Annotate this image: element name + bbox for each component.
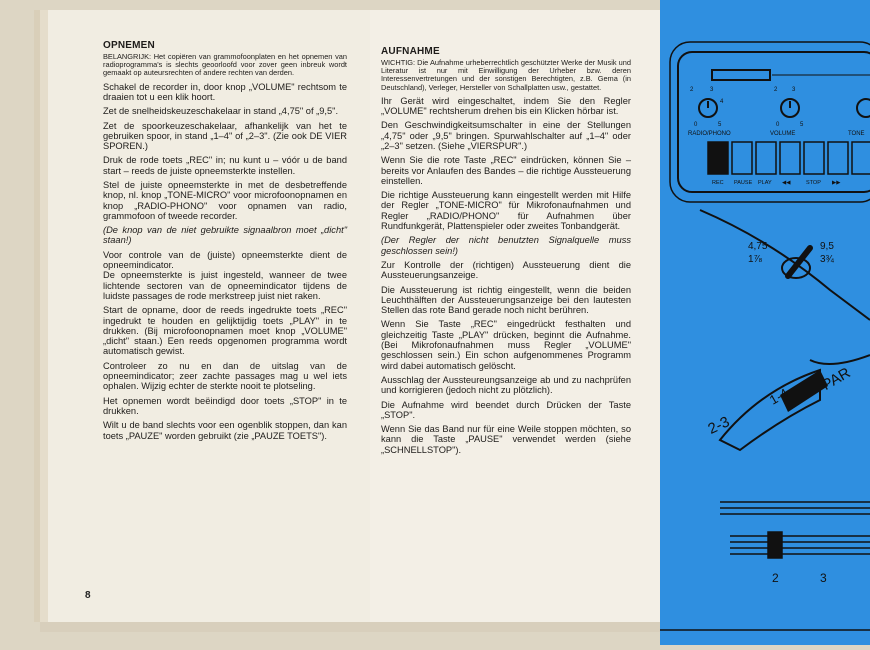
- instruction-paragraph: Zet de spoorkeuzeschakelaar, afhankelijk van het te gebruiken spoor, in stand „1–4" of „2–3". (Zie ook DE VIER SPOREN.): [103, 120, 347, 152]
- button-label-rec: REC: [712, 180, 724, 186]
- german-column: [381, 46, 631, 455]
- track-label-1-4: 1-4: [766, 385, 791, 408]
- speed-selector-knob: [782, 248, 810, 278]
- instruction-paragraph: Ihr Gerät wird eingeschaltet, indem Sie den Regler „VOLUME" rechtsherum drehen bis ein Klicken hörbar ist.: [381, 95, 631, 117]
- instruction-paragraph: Wilt u de band slechts voor een ogenblik stoppen, dan kan toets „PAUZE" worden gebruikt (zie „PAUZE TOETS").: [103, 420, 347, 441]
- instruction-paragraph: Druk de rode toets „REC" in; nu kunt u – vóór u de band start – reeds de juiste opneemsterkte instellen.: [103, 155, 347, 176]
- instruction-paragraph: (Der Regler der nicht benutzten Signalquelle muss geschlossen sein!): [381, 235, 631, 256]
- instruction-paragraph: Wenn Sie das Band nur für eine Weile stoppen möchten, so kann die Taste „PAUSE" verwendet werden (siehe „SCHNELLSTOP").: [381, 424, 631, 455]
- track-selector: [705, 364, 853, 450]
- recorder-illustration: [660, 0, 870, 645]
- button-label-pause: PAUSE: [734, 180, 753, 186]
- page-edges: [40, 622, 660, 632]
- stop-button: [804, 142, 824, 174]
- knob-label-volume: VOLUME: [770, 131, 796, 137]
- instruction-paragraph: Die richtige Aussteuerung kann eingestellt werden mit Hilfe der Regler „TONE-MICRO" für Mikrofonaufnahmen und Regler „RADIO/PHONO" für Aufnahmen über Rundfunkgerät, Plattenspieler oder zweites Tonbandgerät.: [381, 190, 631, 232]
- instruction-paragraph: Stel de juiste opneemsterkte in met de desbetreffende knop, nl. knop „TONE-MICRO" voor microfoonopnamen en knop „RADIO-PHONO" voor opnamen van radio, grammofoon of tweede recorder.: [103, 179, 347, 221]
- track-number-2: 2: [772, 571, 779, 585]
- track-number-3: 3: [820, 571, 827, 585]
- german-instructions: [381, 96, 631, 455]
- instruction-paragraph: Zet de snelheidskeuzeschakelaar in stand „4,75" of „9,5".: [103, 106, 339, 117]
- dial-mark: 3: [792, 87, 796, 93]
- copyright-notice-german: WICHTIG: Die Aufnahme urheberrechtlich geschützter Werke der Musik und Literatur ist nur mit Einwilligung der Urheber bzw. deren Interessenvertretungen und der sonstigen Berechtigten, z.B. Gema (in Deutschland), Verleger, Hersteller von Schallplatten usw., gestattet.: [381, 58, 631, 92]
- pause-button: [732, 142, 752, 174]
- instruction-paragraph: (De knop van de niet gebruikte signaalbron moet „dicht" staan!): [103, 225, 347, 246]
- instruction-paragraph: Het opnemen wordt beëindigd door toets „STOP" in te drukken.: [103, 395, 347, 416]
- rec-button: [708, 142, 728, 174]
- dutch-instructions: [103, 82, 347, 441]
- instruction-paragraph: Schakel de recorder in, door knop „VOLUME" rechtsom te draaien tot u een klik hoort.: [103, 81, 347, 102]
- knob-label-tone: TONE: [848, 131, 865, 137]
- instruction-paragraph: Voor controle van de (juiste) opneemsterkte dient de opneemindicator. De opneemsterkte is juist ingesteld, wanneer de twee lichtende sectoren van de opneemindicator tijdens de luidste passages de rode merkstreep juist niet raken.: [103, 249, 347, 301]
- button-label-stop: STOP: [806, 180, 821, 186]
- track-label-par: PAR: [819, 364, 854, 394]
- track-label-2-3: 2-3: [705, 413, 733, 438]
- track-head-marker: [768, 532, 782, 558]
- instruction-paragraph: Wenn Sie die rote Taste „REC" eindrücken, können Sie – bereits vor Anlaufen des Bandes – die richtige Aussteuerung einstellen.: [381, 155, 631, 186]
- button-label-forward: ▶▶: [832, 180, 841, 186]
- dial-mark: 0: [776, 122, 780, 128]
- instruction-paragraph: Wenn Sie Taste „REC" eingedrückt festhalten und gleichzeitig Taste „PLAY" drücken, beginnt die Aufnahme. (Bei Mikrofonaufnahmen muss Regler „VOLUME" geschlossen sein.) Ein schon aufgenommenes Programm wird dabei automatisch gelöscht.: [381, 319, 631, 371]
- instruction-paragraph: Die Aufnahme wird beendet durch Drücken der Taste „STOP".: [381, 399, 631, 420]
- dial-mark: 3: [710, 87, 714, 93]
- level-indicator: [712, 70, 770, 80]
- copyright-notice-dutch: BELANGRIJK: Het copiëren van grammofoonplaten en het opnemen van radioprogramma's is slechts geoorloofd voor zover geen inbreuk wordt gemaakt op auteursrechten of andere rechten van derden.: [103, 52, 347, 78]
- instruction-paragraph: Die Aussteuerung ist richtig eingestellt, wenn die beiden Leuchthälften der Aussteuerungsanzeige bei den lautesten Stellen das rote Band gerade noch nicht berühren.: [381, 284, 631, 316]
- recorder-illustration-panel: [660, 0, 870, 645]
- speed-label-475: 4,75: [748, 241, 768, 252]
- instruction-paragraph: Ausschlag der Aussteureungsanzeige ab und zu nachprüfen und korrigieren (jedoch nicht zu plötzlich).: [381, 374, 631, 396]
- extra-button: [852, 142, 870, 174]
- page-number: 8: [85, 590, 91, 601]
- button-label-play: PLAY: [758, 180, 772, 186]
- track-diagram: [730, 532, 870, 558]
- speed-label-334: 3¾: [820, 254, 834, 265]
- speed-label-95: 9,5: [820, 241, 834, 252]
- section-title-dutch: OPNEMEN: [103, 40, 155, 51]
- dial-mark: 5: [800, 122, 804, 128]
- dial-mark: 2: [774, 87, 778, 93]
- fast-forward-button: [828, 142, 848, 174]
- instruction-paragraph: Zur Kontrolle der (richtigen) Aussteuerung dient die Aussteuerungsanzeige.: [381, 259, 631, 281]
- button-label-rewind: ◀◀: [782, 180, 791, 186]
- panel-curve: [700, 210, 870, 320]
- dial-mark: 5: [718, 122, 722, 128]
- outer-panel-outline: [670, 42, 870, 202]
- dial-mark: 2: [690, 87, 694, 93]
- dial-mark: 4: [720, 99, 724, 105]
- dutch-column: [103, 40, 347, 441]
- instruction-paragraph: Controleer zo nu en dan de uitslag van de opneemindicator; zeer zachte passages mag u wel iets ophalen. Wijzig echter de sterkte nooit te plotseling.: [103, 360, 347, 392]
- play-button: [756, 142, 776, 174]
- speed-label-178: 1⅞: [748, 254, 762, 265]
- instruction-paragraph: Start de opname, door de reeds ingedrukte toets „REC" ingedrukt te houden en gelijktijdig toets „PLAY" in te drukken. (Bij microfoonopnamen moet knop „VOLUME" „dicht" staan.) Een reeds opgenomen programma wordt automatisch gewist.: [103, 305, 347, 357]
- control-panel-outline: [678, 52, 870, 192]
- section-title-german: AUFNAHME: [381, 46, 440, 57]
- knob-label-radio-phono: RADIO/PHONO: [688, 131, 731, 137]
- dial-mark: 0: [694, 122, 698, 128]
- rewind-button: [780, 142, 800, 174]
- tone-knob: [857, 99, 870, 117]
- instruction-paragraph: Den Geschwindigkeitsumschalter in eine der Stellungen „4,75" oder „9,5" bringen. Spurwahlschalter auf „1–4" oder „2–3" setzen. (Siehe „VIERSPUR".): [381, 120, 631, 151]
